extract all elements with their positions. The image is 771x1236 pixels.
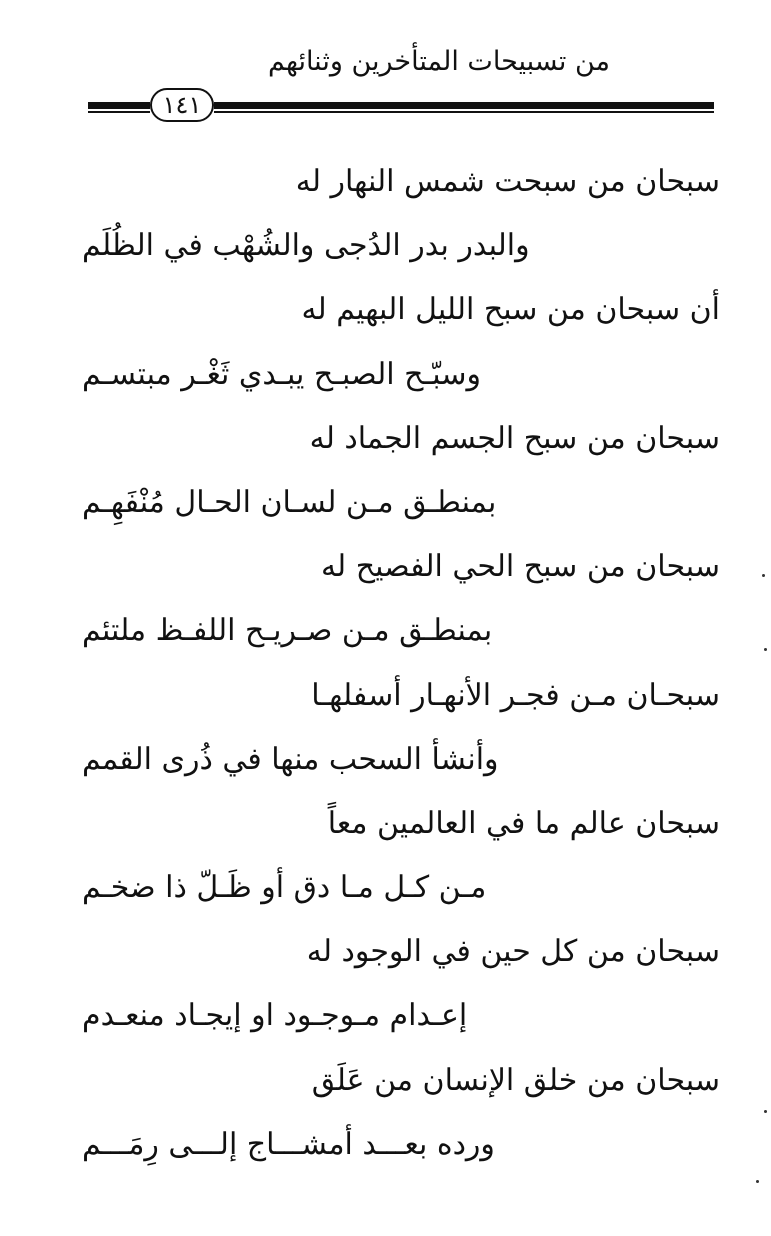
rule-right-thin [214,111,714,113]
verse-line [60,1049,720,1113]
verse-text: وأنشأ السحب منها في ذُرى القمم [82,741,499,777]
rule-right-thick [214,102,714,109]
verse-text: بمنطـق مـن صـريـح اللفـظ ملتئم [82,613,493,649]
rule-left-thin [88,111,150,113]
verse-line [60,728,720,792]
scan-speck [764,1110,767,1113]
verse-line [60,150,720,214]
verse-text: سبحان من سبح الجسم الجماد له [309,420,720,456]
verse-line [60,856,720,920]
verse-line [60,984,720,1048]
verse-line [60,1113,720,1177]
verse-line [60,599,720,663]
verse-text: بمنطـق مـن لسـان الحـال مُنْفَهِـم [82,484,497,520]
verse-text: أن سبحان من سبح الليل البهيم له [301,292,720,328]
poem [60,150,720,1177]
verse-text: سبحان من سبح الحي الفصيح له [320,549,720,585]
header-rule [88,88,714,122]
verse-line [60,214,720,278]
scan-speck [762,574,765,577]
verse-line [60,278,720,342]
verse-line [60,471,720,535]
verse-text: والبدر بدر الدُجى والشُهْب في الظُلَم [82,228,530,264]
page-number: ١٤١ [150,88,214,122]
verse-text: سبحان من خلق الإنسان من عَلَق [311,1062,720,1098]
verse-text: سبحـان مـن فجـر الأنهـار أسفلهـا [311,677,720,713]
verse-line [60,792,720,856]
verse-text: مـن كـل مـا دق أو ظَـلّ ذا ضخـم [82,870,487,906]
running-title: من تسبيحات المتأخرين وثنائهم [268,46,610,77]
scan-speck [764,648,767,651]
verse-line [60,664,720,728]
verse-line [60,343,720,407]
verse-text: ورده بعـــد أمشـــاج إلـــى رِمَـــم [82,1126,495,1162]
verse-text: سبحان من كل حين في الوجود له [306,934,720,970]
verse-line [60,407,720,471]
verse-line [60,535,720,599]
scan-speck [756,1180,759,1183]
verse-text: إعـدام مـوجـود او إيجـاد منعـدم [82,998,468,1034]
rule-left-thick [88,102,150,109]
verse-text: سبحان عالم ما في العالمين معاً [327,805,720,841]
verse-text: وسبّـح الصبـح يبـدي ثَغْـر مبتسـم [82,356,481,392]
verse-text: سبحان من سبحت شمس النهار له [295,164,720,199]
verse-line [60,920,720,984]
